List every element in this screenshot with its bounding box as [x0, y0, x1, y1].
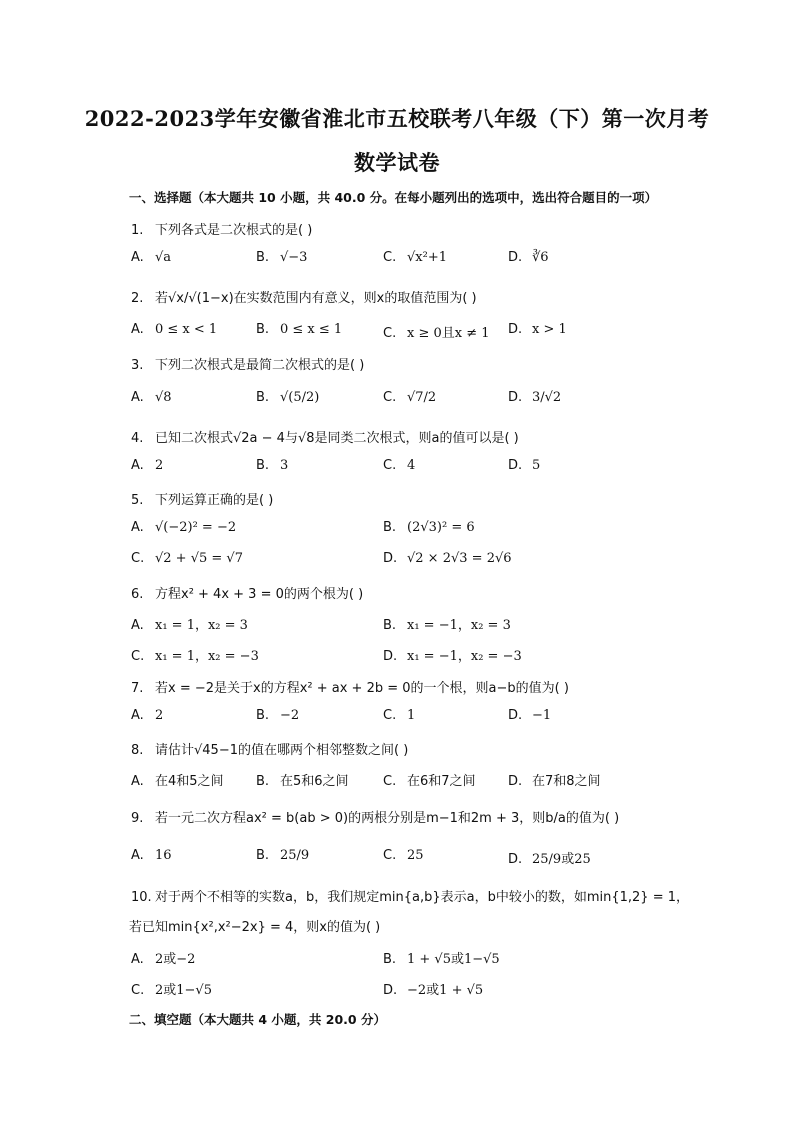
question-stem: 请估计√45−1的值在哪两个相邻整数之间( )	[155, 743, 409, 758]
option-c: C. 在6和7之间	[383, 774, 476, 789]
option-a: A. 0 ≤ x < 1	[131, 322, 218, 337]
option-d: D. 25/9或25	[508, 852, 591, 867]
question-stem: 对于两个不相等的实数a，b，我们规定min{a,b}表示a，b中较小的数，如min{1,2} = 1，	[155, 890, 690, 905]
option-c: C. √x²+1	[383, 250, 447, 265]
question-8: 8. 请估计√45−1的值在哪两个相邻整数之间( )	[131, 743, 409, 758]
option-d: D. −2或1 + √5	[383, 983, 484, 998]
option-d: D. −1	[508, 708, 552, 723]
option-d: D. x₁ = −1，x₂ = −3	[383, 649, 522, 664]
option-b: B. 1 + √5或1−√5	[383, 952, 500, 967]
option-b: B. √(5/2)	[256, 390, 320, 405]
question-1: 1. 下列各式是二次根式的是( )	[131, 223, 313, 238]
option-d: D. x > 1	[508, 322, 567, 337]
option-a: A. 2	[131, 708, 164, 723]
option-d: D. 3/√2	[508, 390, 562, 405]
option-c: C. x ≥ 0且x ≠ 1	[383, 326, 490, 341]
option-b: B. −2	[256, 708, 300, 723]
question-3: 3. 下列二次根式是最简二次根式的是( )	[131, 358, 365, 373]
question-stem: 若一元二次方程ax² = b(ab > 0)的两根分别是m−1和2m + 3，则b/a的值为( )	[155, 811, 620, 826]
option-c: C. 2或1−√5	[131, 983, 212, 998]
option-a: A. 在4和5之间	[131, 774, 224, 789]
option-a: A. √8	[131, 390, 172, 405]
question-6: 6. 方程x² + 4x + 3 = 0的两个根为( )	[131, 587, 364, 602]
question-stem: 下列二次根式是最简二次根式的是( )	[155, 358, 365, 373]
option-c: C. √7/2	[383, 390, 437, 405]
option-c: C. √2 + √5 = √7	[131, 551, 243, 566]
question-2: 2. 若√x/√(1−x)在实数范围内有意义，则x的取值范围为( )	[131, 291, 477, 306]
question-10: 10. 对于两个不相等的实数a，b，我们规定min{a,b}表示a，b中较小的数，如min{1,2} = 1，	[131, 890, 690, 905]
question-9: 9. 若一元二次方程ax² = b(ab > 0)的两根分别是m−1和2m + 3，则b/a的值为( )	[131, 811, 620, 826]
option-c: C. x₁ = 1，x₂ = −3	[131, 649, 259, 664]
option-d: D. 5	[508, 458, 541, 473]
option-d: D. √2 × 2√3 = 2√6	[383, 551, 512, 566]
option-a: A. 16	[131, 848, 172, 863]
option-b: B. x₁ = −1，x₂ = 3	[383, 618, 511, 633]
question-stem: 方程x² + 4x + 3 = 0的两个根为( )	[155, 587, 364, 602]
option-a: A. √a	[131, 250, 172, 265]
option-b: B. 0 ≤ x ≤ 1	[256, 322, 343, 337]
question-10-stem-continued: 若已知min{x²,x²−2x} = 4，则x的值为( )	[129, 920, 381, 935]
question-stem: 下列各式是二次根式的是( )	[155, 223, 313, 238]
question-stem: 若√x/√(1−x)在实数范围内有意义，则x的取值范围为( )	[155, 291, 477, 306]
section-heading-choice: 一、选择题（本大题共 10 小题，共 40.0 分。在每小题列出的选项中，选出符合题目的一项）	[129, 190, 658, 205]
option-b: B. 在5和6之间	[256, 774, 349, 789]
question-4: 4. 已知二次根式√2a − 4与√8是同类二次根式，则a的值可以是( )	[131, 431, 519, 446]
option-b: B. 25/9	[256, 848, 310, 863]
option-c: C. 4	[383, 458, 416, 473]
option-d: D. ∛6	[508, 250, 549, 265]
option-b: B. √−3	[256, 250, 308, 265]
option-c: C. 25	[383, 848, 424, 863]
exam-title: 2022-2023学年安徽省淮北市五校联考八年级（下）第一次月考	[84, 106, 710, 131]
exam-subtitle: 数学试卷	[354, 150, 440, 175]
option-a: A. 2或−2	[131, 952, 196, 967]
question-stem: 已知二次根式√2a − 4与√8是同类二次根式，则a的值可以是( )	[155, 431, 519, 446]
option-a: A. x₁ = 1，x₂ = 3	[131, 618, 248, 633]
question-stem: 下列运算正确的是( )	[155, 493, 274, 508]
option-a: A. √(−2)² = −2	[131, 520, 237, 535]
question-stem: 若x = −2是关于x的方程x² + ax + 2b = 0的一个根，则a−b的值为( )	[155, 681, 569, 696]
option-b: B. 3	[256, 458, 289, 473]
question-5: 5. 下列运算正确的是( )	[131, 493, 274, 508]
option-c: C. 1	[383, 708, 416, 723]
question-7: 7. 若x = −2是关于x的方程x² + ax + 2b = 0的一个根，则a−b的值为( )	[131, 681, 569, 696]
section-heading-fill-blank: 二、填空题（本大题共 4 小题，共 20.0 分）	[129, 1012, 386, 1027]
option-a: A. 2	[131, 458, 164, 473]
option-d: D. 在7和8之间	[508, 774, 601, 789]
option-b: B. (2√3)² = 6	[383, 520, 475, 535]
